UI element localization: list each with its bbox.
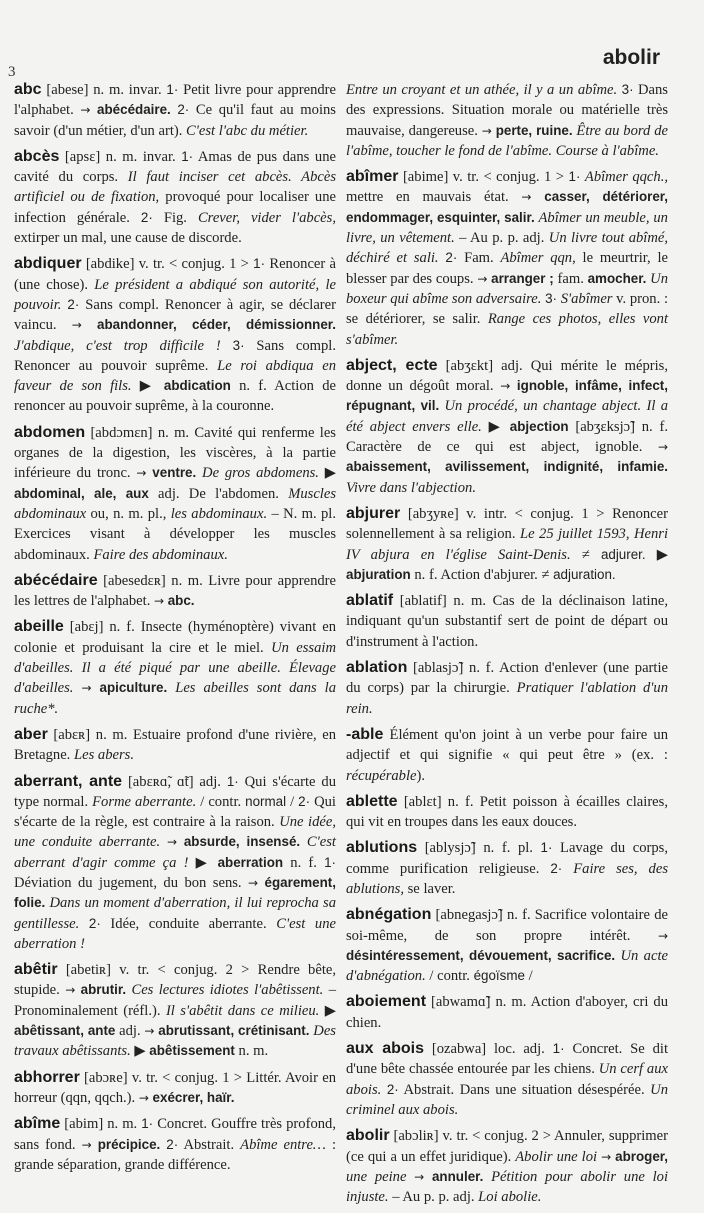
definition-text: Sans compl. Renoncer au pouvoir suprême. xyxy=(14,337,336,374)
cross-reference: annuler. xyxy=(431,1168,484,1184)
example-text: Muscles abdominaux xyxy=(14,485,337,522)
definition-text: Petit livre pour apprendre l'alphabet. xyxy=(14,82,336,119)
arrow-icon: → xyxy=(657,928,668,943)
example-text: récupérable xyxy=(346,767,417,784)
entry-abc xyxy=(14,80,336,141)
entry-able xyxy=(346,725,668,786)
cross-reference: désintéressement, dévouement, sacrifice. xyxy=(346,947,616,963)
entry-ablutions xyxy=(346,838,668,899)
cross-reference: précipice. xyxy=(97,1136,161,1152)
entry-aber xyxy=(14,725,336,766)
label: 3· xyxy=(232,337,245,353)
headword: abeille xyxy=(14,618,64,636)
headword: abîmer xyxy=(346,168,399,186)
definition-text: Amas de pus dans une cavité du corps. xyxy=(14,148,336,186)
entry-abnegation xyxy=(346,905,668,986)
definition-text: ▶ xyxy=(319,1002,336,1019)
example-text: Un cerf aux abois. xyxy=(346,1061,668,1098)
definition-text: ▶ xyxy=(130,1043,150,1060)
definition-text xyxy=(167,680,175,696)
example-text: C'est aberrant d'agir comme ça ! xyxy=(14,834,336,871)
arrow-icon: → xyxy=(248,875,259,890)
page-number: 3 xyxy=(8,64,16,80)
example-text: Loi abolie. xyxy=(478,1189,542,1206)
label: 2· xyxy=(386,1081,399,1097)
cross-reference: égarement, folie. xyxy=(14,874,336,911)
cross-reference: abjuration xyxy=(346,566,411,582)
definition-text: [abesedɛʀ] n. m. Livre pour apprendre les lettres de l'alphabet. xyxy=(14,572,336,610)
headword: aboiement xyxy=(346,993,427,1011)
arrow-icon: → xyxy=(81,681,92,696)
definition-text: [ablysjɔ̃] n. f. pl. xyxy=(417,840,541,857)
definition-text: ▶ xyxy=(645,546,668,563)
cross-reference: exécrer, haïr. xyxy=(152,1089,235,1105)
definition-text xyxy=(221,338,233,354)
definition-text xyxy=(406,1169,414,1185)
headword: abcès xyxy=(14,147,60,165)
label: 1· xyxy=(166,82,179,97)
label: 2· xyxy=(445,250,458,266)
entry-abetir xyxy=(14,960,336,1061)
cross-reference: absurde, insensé. xyxy=(183,834,301,850)
label: 1· xyxy=(226,773,239,789)
arrow-icon: → xyxy=(414,1169,425,1184)
cross-reference: abjection xyxy=(509,418,569,434)
definition-text: [apsɛ] n. m. invar. xyxy=(59,148,182,165)
example-text: Il faut inciser cet abcès. Abcès artificiel ou de fixation, xyxy=(14,169,337,206)
definition-text: [abime] v. tr. < conjug. 1 > xyxy=(398,169,569,186)
example-text: Entre un croyant et un athée, il y a un abîme. xyxy=(346,82,618,98)
cross-reference: abécédaire. xyxy=(97,102,171,118)
cross-reference: abrutir. xyxy=(80,982,127,998)
definition-text xyxy=(562,861,573,877)
example-text: les abdominaux. xyxy=(170,505,268,522)
headword: ablatif xyxy=(346,592,394,610)
definition-text: n. f. Action de renoncer au pouvoir suprême, à la couronne. xyxy=(14,378,336,415)
definition-text: / xyxy=(524,968,533,985)
definition-text: [ozabwa] loc. adj. xyxy=(424,1041,553,1058)
label: adjurer. xyxy=(600,546,646,562)
example-text: Abîmer qqn, xyxy=(500,250,576,267)
entry-abecedaire xyxy=(14,571,336,612)
entry-ablatif xyxy=(346,591,668,652)
arrow-icon: → xyxy=(481,123,492,138)
running-head: abolir xyxy=(602,46,660,69)
definition-text: Élément qu'on joint à un verbe pour faire un adjectif et qui signifie « qui peut être » (ex. : xyxy=(346,726,668,764)
label: 1· xyxy=(141,1116,154,1132)
entry-abdomen xyxy=(14,423,336,565)
definition-text: n. f. xyxy=(283,854,325,871)
definition-text: [abɔʀe] v. tr. < conjug. 1 > Littér. Avoir en horreur (qqn, qqch.). xyxy=(14,1069,336,1106)
example-text: Vivre dans l'abjection. xyxy=(346,479,476,496)
headword: abîme xyxy=(14,1115,61,1133)
definition-text: se laver. xyxy=(403,880,456,897)
definition-text: [abim] n. m. xyxy=(60,1116,142,1133)
definition-text: [abnegasjɔ̃] n. f. Sacrifice volontaire de soi-même, de son propre intérêt. xyxy=(346,907,668,944)
definition-text: ). xyxy=(416,767,426,784)
example-text: Un boxeur qui abîme son adversaire. xyxy=(346,270,668,307)
definition-text: / contr. xyxy=(196,793,246,810)
example-text: Un acte d'abnégation. xyxy=(346,947,668,985)
definition-text xyxy=(92,680,100,696)
entry-abdiquer xyxy=(14,254,336,416)
label: normal xyxy=(245,793,287,809)
cross-reference: abdication xyxy=(163,378,231,394)
cross-reference: ventre. xyxy=(152,465,197,481)
definition-text: le meurtrir, le blesser par des coups. xyxy=(346,250,669,287)
example-text: Abîmer qqch., xyxy=(584,169,669,186)
example-text: Le 25 juillet 1593, Henri IV abjura en l'église Saint-Denis. xyxy=(346,526,668,563)
headword: ablation xyxy=(346,659,408,677)
definition-text xyxy=(79,916,89,932)
arrow-icon: → xyxy=(601,1149,612,1164)
headword: abécédaire xyxy=(14,571,98,589)
definition-text: [abɛj] n. f. Insecte (hyménoptère) vivant en colonie et produisant la cire et le miel. xyxy=(14,619,336,656)
headword: -able xyxy=(346,725,384,743)
entry-ablation xyxy=(346,658,668,719)
definition-text: [ablatif] n. m. Cas de la déclinaison latine, indiquant qu'un substantif sert de point de départ ou d'instrument à l'action. xyxy=(346,593,668,650)
entry-abces xyxy=(14,147,336,248)
entry-aboiement xyxy=(346,992,668,1033)
definition-text: [abdɔmɛn] n. m. Cavité qui renferme les organes de la digestion, les viscères, à la partie inférieure du tronc. xyxy=(14,424,336,482)
definition-text xyxy=(510,378,517,394)
definition-text: [abwamɑ̃] n. m. Action d'aboyer, cri du chien. xyxy=(346,994,668,1031)
definition-text: fam. xyxy=(553,270,588,287)
definition-text: / contr. xyxy=(425,968,474,985)
definition-text: [abese] n. m. invar. xyxy=(41,82,167,98)
example-text: Il s'abêtit dans ce milieu. xyxy=(165,1002,320,1019)
headword: abc xyxy=(14,81,42,98)
headword: abnégation xyxy=(346,906,432,924)
label: 2· xyxy=(298,793,311,809)
arrow-icon: → xyxy=(71,318,82,333)
definition-text: adj. xyxy=(115,1023,145,1040)
cross-reference: abêtissant, ante xyxy=(14,1023,116,1039)
definition-text: Fig. xyxy=(152,209,198,226)
headword: aberrant, ante xyxy=(14,772,123,790)
example-text: une peine xyxy=(346,1168,407,1185)
label: 2· xyxy=(88,915,101,931)
definition-text xyxy=(483,1169,491,1185)
entry-abolir xyxy=(346,1126,668,1207)
cross-reference: abroger, xyxy=(615,1148,668,1164)
definition-text: mettre en mauvais état. xyxy=(346,189,522,206)
entry-ablette xyxy=(346,792,668,833)
definition-text: – Au p. p. adj. xyxy=(454,230,549,247)
label: 1· xyxy=(181,148,194,164)
arrow-icon: → xyxy=(521,190,532,205)
cross-reference: amocher. xyxy=(587,270,647,286)
headword: abdomen xyxy=(14,423,86,441)
definition-text: [ablɛt] n. f. Petit poisson à écailles claires, qui vit en troupes dans les eaux douces. xyxy=(346,793,668,831)
example-text: Ces lectures idiotes l'abêtissent. xyxy=(131,982,324,999)
definition-text: Qui s'écarte du type normal. xyxy=(14,773,337,810)
entry-abime-cont xyxy=(346,80,668,161)
example-text: Être au bord de l'abîme, toucher le fond de l'abîme. Course à l'abîme. xyxy=(346,122,668,159)
example-text: C'est l'abc du métier. xyxy=(186,122,309,139)
definition-text: ▶ xyxy=(481,418,510,435)
definition-text: [abdike] v. tr. < conjug. 1 > xyxy=(81,256,254,273)
left-column xyxy=(14,80,336,1181)
arrow-icon: → xyxy=(657,440,668,455)
definition-text: [abɔliʀ] v. tr. < conjug. 2 > Annuler, supprimer (ce qui a un effet juridique). xyxy=(346,1128,668,1165)
cross-reference: abrutissant, crétinisant. xyxy=(158,1023,310,1039)
example-text: Abolir une loi xyxy=(515,1148,598,1165)
definition-text: [abʒɛksjɔ̃] n. f. Caractère de ce qui est abject, ignoble. xyxy=(346,418,668,456)
label: égoïsme xyxy=(473,968,525,984)
definition-text xyxy=(177,834,184,850)
cross-reference: casser, détériorer, endommager, esquinter, salir. xyxy=(346,189,668,225)
label: 3· xyxy=(621,82,634,97)
label: 2· xyxy=(166,1136,179,1152)
example-text: Une idée, une conduite aberrante. xyxy=(14,814,336,851)
arrow-icon: → xyxy=(144,1024,155,1039)
example-text: Le président a abdiqué son autorité, le pouvoir. xyxy=(14,276,336,313)
cross-reference: abandonner, céder, démissionner. xyxy=(97,317,336,333)
arrow-icon: → xyxy=(138,1090,149,1105)
definition-text: ▶ xyxy=(318,465,336,482)
definition-text: ▶ xyxy=(131,378,164,395)
definition-text: Concret. Gouffre très profond, sans fond. xyxy=(14,1116,336,1153)
label: 3· xyxy=(545,290,558,306)
example-text: Le roi abdiqua en faveur de son fils. xyxy=(14,357,336,395)
definition-text: ▶ xyxy=(188,854,218,871)
headword: abject, ecte xyxy=(346,356,438,374)
example-text: S'abîmer xyxy=(560,290,613,307)
definition-text: Ce qu'il faut au moins savoir (d'un métier, d'un art). xyxy=(14,102,336,139)
example-text: Range ces photos, elles vont s'abîmer. xyxy=(346,311,669,348)
definition-text: Fam. xyxy=(457,250,501,267)
definition-text: v. pron. : se détériorer, se salir. xyxy=(346,290,669,328)
definition-text: provoqué pour localiser une infection générale. xyxy=(14,189,336,226)
definition-text: extirper un mal, une cause de discorde. xyxy=(14,230,242,247)
definition-text: / xyxy=(286,793,299,810)
arrow-icon: → xyxy=(500,379,511,394)
label: 1· xyxy=(324,854,336,870)
label: 1· xyxy=(540,840,553,856)
label: 2· xyxy=(177,102,190,118)
label: 1· xyxy=(568,169,581,185)
entry-abimer xyxy=(346,167,668,350)
definition-text: – Pronominalement (réfl.). xyxy=(14,982,336,1019)
entry-abject xyxy=(346,356,668,498)
cross-reference: aberration xyxy=(217,854,284,870)
example-text: Abîmer un meuble, un livre, un vêtement. xyxy=(346,209,668,247)
cross-reference: apiculture. xyxy=(99,680,168,696)
example-text: Un criminel aux abois. xyxy=(346,1081,668,1118)
definition-text: Abstrait. Dans une situation désespérée. xyxy=(398,1081,651,1098)
definition-text: [abɛʀɑ̃, ɑ̃t] adj. xyxy=(122,773,227,790)
label: 2· xyxy=(67,296,80,312)
label: 1· xyxy=(253,256,266,272)
cross-reference: ignoble, infâme, infect, répugnant, vil. xyxy=(346,378,668,414)
headword: aber xyxy=(14,725,48,743)
definition-text xyxy=(82,317,97,333)
headword: abhorrer xyxy=(14,1068,80,1086)
label: 2· xyxy=(550,860,563,876)
label: 1· xyxy=(552,1041,565,1057)
entry-abhorrer xyxy=(14,1068,336,1109)
arrow-icon: → xyxy=(65,983,76,998)
example-text: J'abdique, c'est trop difficile ! xyxy=(14,337,221,354)
arrow-icon: → xyxy=(136,466,147,481)
headword: aux abois xyxy=(346,1040,425,1058)
headword: ablutions xyxy=(346,839,418,857)
cross-reference: abc. xyxy=(167,593,195,609)
definition-text: adj. De l'abdomen. xyxy=(148,485,289,502)
example-text: C'est une aberration ! xyxy=(14,915,336,952)
example-text: Faire ses, des ablutions, xyxy=(346,860,668,897)
cross-reference: arranger ; xyxy=(491,270,554,286)
entry-abeille xyxy=(14,617,336,718)
definition-text: ou, n. m. pl., xyxy=(86,505,171,522)
definition-text: Concret. Se dit d'une bête chassée entourée par les chiens. xyxy=(346,1041,668,1078)
arrow-icon: → xyxy=(477,271,488,286)
cross-reference: perte, ruine. xyxy=(495,122,573,138)
definition-text: – N. m. pl. Exercices visant à développer les muscles abdominaux. xyxy=(14,505,336,563)
arrow-icon: → xyxy=(81,1137,92,1152)
example-text: Un essaim d'abeilles. Il a été piqué par une abeille. Élevage d'abeilles. xyxy=(14,639,336,697)
example-text: Dans un moment d'aberration, il lui reprocha sa gentillesse. xyxy=(14,895,336,932)
definition-text: n. f. Action d'abjurer. ≠ xyxy=(410,566,554,583)
definition-text: [abʒyʀe] v. intr. < conjug. 1 > Renoncer solennellement à sa religion. xyxy=(346,505,668,543)
definition-text: : grande séparation, grande différence. xyxy=(14,1136,336,1173)
cross-reference: abdominal, ale, aux xyxy=(14,485,149,501)
definition-text: Qui s'écarte de la règle, est contraire à la raison. xyxy=(14,793,336,831)
definition-text: n. m. xyxy=(234,1043,269,1060)
definition-text xyxy=(424,1169,432,1185)
entry-abime xyxy=(14,1114,336,1175)
example-text: Un livre tout abîmé, déchiré et sali. xyxy=(346,230,669,267)
label: adjuration. xyxy=(553,566,616,582)
headword: abdiquer xyxy=(14,255,82,273)
example-text: Pétition pour abolir une loi injuste. xyxy=(346,1168,668,1206)
example-text: Abîme entre… xyxy=(240,1136,326,1153)
example-text: Des travaux abêtissants. xyxy=(14,1023,336,1060)
arrow-icon: → xyxy=(154,594,165,609)
definition-text: Lavage du corps, comme purification religieuse. xyxy=(346,840,668,877)
example-text: Faire des abdominaux. xyxy=(93,546,228,563)
cross-reference: abêtissement xyxy=(149,1043,235,1059)
example-text: De gros abdomens. xyxy=(202,465,319,482)
cross-reference: abaissement, avilissement, indignité, infamie. xyxy=(346,459,668,475)
entry-aberrant xyxy=(14,772,336,955)
definition-text xyxy=(160,834,167,850)
definition-text: [abɛʀ] n. m. Estuaire profond d'une rivière, en Bretagne. xyxy=(14,726,336,764)
headword: abolir xyxy=(346,1127,390,1145)
definition-text: [ablasjɔ̃] n. f. Action d'enlever (une partie du corps) par la chirurgie. xyxy=(346,660,668,697)
headword: abjurer xyxy=(346,504,401,522)
label: 2· xyxy=(140,209,153,225)
definition-text: Sans compl. Renoncer à agir, se déclarer vaincu. xyxy=(14,296,336,334)
definition-text: ≠ xyxy=(570,546,601,563)
definition-text: Renoncer à (une chose). xyxy=(14,256,336,293)
example-text: Les abers. xyxy=(73,747,134,764)
definition-text: Abstrait. xyxy=(178,1136,241,1153)
headword: ablette xyxy=(346,792,398,810)
example-text: Un procédé, un chantage abject. Il a été abject envers elle. xyxy=(346,398,668,435)
definition-text: [abʒɛkt] adj. Qui mérite le mépris, donne un dégoût moral. xyxy=(346,357,668,395)
arrow-icon: → xyxy=(80,103,91,118)
definition-text xyxy=(300,834,307,850)
definition-text: – Au p. p. adj. xyxy=(388,1189,479,1206)
entry-abjurer xyxy=(346,504,668,585)
right-column xyxy=(346,80,668,1213)
entry-aux-abois xyxy=(346,1039,668,1120)
definition-text: Dans des expressions. Situation morale ou matérielle très mauvaise, dangereuse. xyxy=(346,82,668,139)
definition-text: Déviation du jugement, du bon sens. xyxy=(14,874,249,891)
example-text: Les abeilles sont dans la ruche*. xyxy=(14,680,337,717)
example-text: Forme aberrante. xyxy=(92,793,197,810)
definition-text: [abetiʀ] v. tr. < conjug. 2 > Rendre bête, stupide. xyxy=(14,962,336,999)
headword: abêtir xyxy=(14,961,58,979)
definition-text xyxy=(531,189,544,205)
arrow-icon: → xyxy=(166,835,178,850)
definition-text: Idée, conduite aberrante. xyxy=(100,915,277,932)
example-text: Crever, vider l'abcès, xyxy=(197,209,336,226)
example-text: Pratiquer l'ablation d'un rein. xyxy=(346,680,669,717)
